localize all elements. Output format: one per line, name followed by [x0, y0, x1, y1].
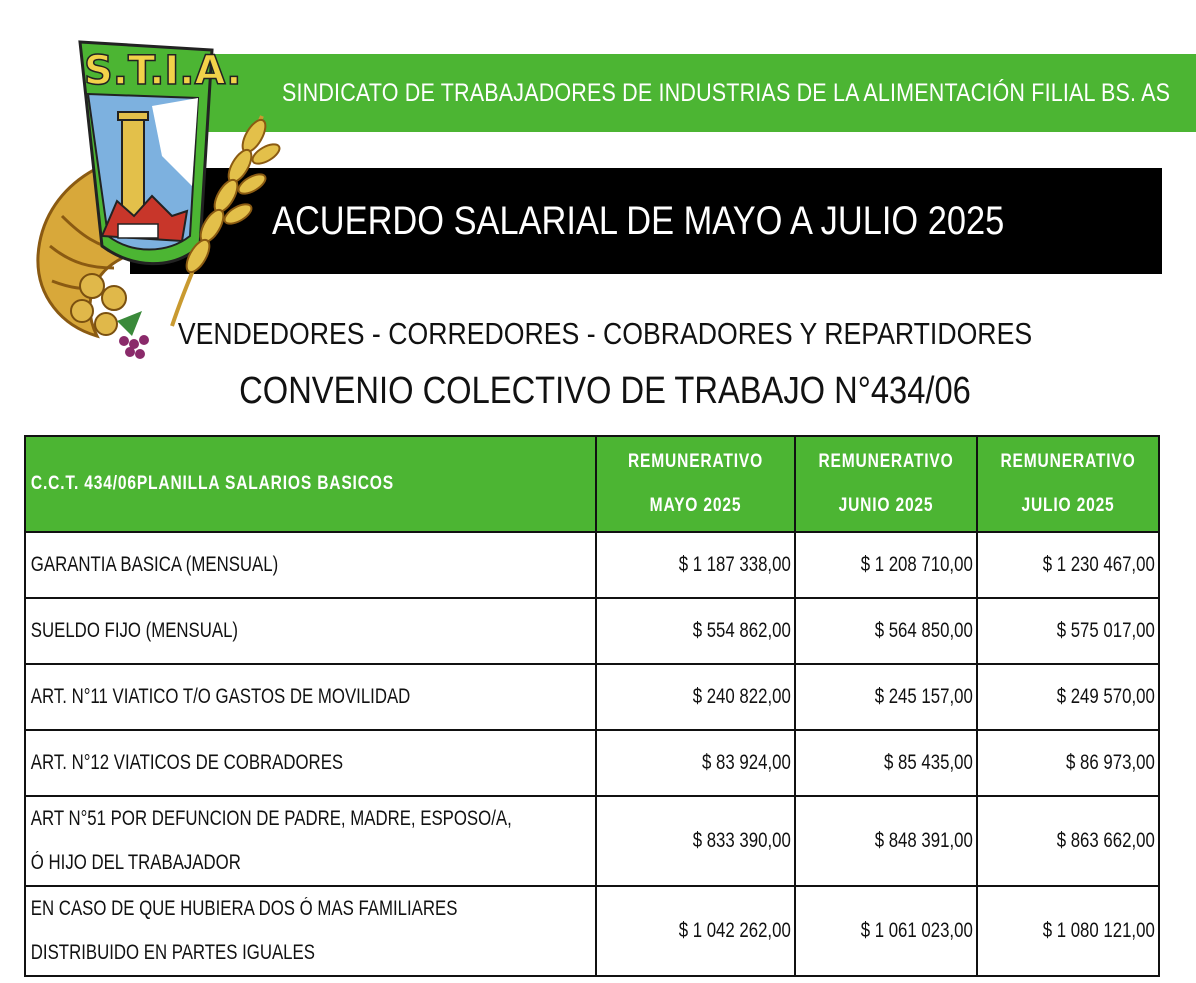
header-cell-mayo	[596, 436, 795, 532]
header-line2: MAYO 2025	[649, 495, 742, 516]
value-julio: $ 863 662,00	[1056, 829, 1155, 852]
value-julio: $ 249 570,00	[1056, 685, 1155, 708]
header-line2: JULIO 2025	[1021, 495, 1115, 516]
value-mayo: $ 1 187 338,00	[678, 553, 791, 576]
value-mayo: $ 1 042 262,00	[678, 919, 791, 942]
salary-table	[24, 435, 1160, 977]
value-cell	[795, 598, 977, 664]
value-cell	[977, 664, 1159, 730]
row-label-text: EN CASO DE QUE HUBIERA DOS Ó MAS FAMILIARES	[30, 897, 458, 920]
header-line1: REMUNERATIVO	[818, 451, 954, 472]
value-cell	[795, 886, 977, 976]
value-cell	[596, 796, 795, 886]
value-junio: $ 245 157,00	[874, 685, 973, 708]
table-row	[25, 886, 1159, 976]
value-mayo: $ 554 862,00	[692, 619, 791, 642]
convention-subtitle: CONVENIO COLECTIVO DE TRABAJO N°434/06	[239, 370, 971, 412]
header-cell-junio	[795, 436, 977, 532]
logo-text: S.T.I.A.	[84, 48, 242, 94]
row-label-text: ART N°51 POR DEFUNCION DE PADRE, MADRE, ESPOSO/A,	[30, 807, 512, 830]
value-julio: $ 575 017,00	[1056, 619, 1155, 642]
row-label	[25, 886, 596, 976]
value-cell	[795, 796, 977, 886]
value-junio: $ 564 850,00	[874, 619, 973, 642]
row-label-text: SUELDO FIJO (MENSUAL)	[30, 619, 239, 642]
table-row	[25, 664, 1159, 730]
value-cell	[795, 730, 977, 796]
value-mayo: $ 83 924,00	[702, 751, 791, 774]
table-row	[25, 532, 1159, 598]
value-junio: $ 1 061 023,00	[860, 919, 973, 942]
table-row	[25, 796, 1159, 886]
row-label-text: ART. N°11 VIATICO T/O GASTOS DE MOVILIDAD	[30, 685, 411, 708]
value-cell	[596, 886, 795, 976]
header-label-text: C.C.T. 434/06PLANILLA SALARIOS BASICOS	[30, 473, 394, 494]
row-label	[25, 664, 596, 730]
row-label-text: ART. N°12 VIATICOS DE COBRADORES	[30, 751, 344, 774]
row-label-text: GARANTIA BASICA (MENSUAL)	[30, 553, 279, 576]
table-header-row	[25, 436, 1159, 532]
value-mayo: $ 833 390,00	[692, 829, 791, 852]
value-junio: $ 85 435,00	[884, 751, 973, 774]
value-julio: $ 86 973,00	[1066, 751, 1155, 774]
union-name: SINDICATO DE TRABAJADORES DE INDUSTRIAS DE LA ALIMENTACIÓN FILIAL BS. AS	[282, 78, 1171, 107]
agreement-title: ACUERDO SALARIAL DE MAYO A JULIO 2025	[272, 198, 1005, 243]
value-junio: $ 1 208 710,00	[860, 553, 973, 576]
value-cell	[596, 664, 795, 730]
value-cell	[977, 532, 1159, 598]
value-mayo: $ 240 822,00	[692, 685, 791, 708]
header-cell-label	[25, 436, 596, 532]
row-label-text-2: Ó HIJO DEL TRABAJADOR	[30, 851, 241, 874]
row-label	[25, 598, 596, 664]
row-label	[25, 532, 596, 598]
value-cell	[795, 664, 977, 730]
header-line1: REMUNERATIVO	[1000, 451, 1136, 472]
row-label	[25, 796, 596, 886]
value-julio: $ 1 080 121,00	[1042, 919, 1155, 942]
value-cell	[596, 730, 795, 796]
value-junio: $ 848 391,00	[874, 829, 973, 852]
value-cell	[596, 598, 795, 664]
value-cell	[977, 886, 1159, 976]
value-cell	[977, 598, 1159, 664]
table-row	[25, 598, 1159, 664]
value-cell	[977, 796, 1159, 886]
row-label	[25, 730, 596, 796]
row-label-text-2: DISTRIBUIDO EN PARTES IGUALES	[30, 941, 315, 964]
header-line1: REMUNERATIVO	[627, 451, 764, 472]
header-line2: JUNIO 2025	[838, 495, 934, 516]
value-julio: $ 1 230 467,00	[1042, 553, 1155, 576]
value-cell	[596, 532, 795, 598]
header-cell-julio	[977, 436, 1159, 532]
categories-subtitle: VENDEDORES - CORREDORES - COBRADORES Y REPARTIDORES	[177, 316, 1033, 351]
value-cell	[977, 730, 1159, 796]
value-cell	[795, 532, 977, 598]
table-row	[25, 730, 1159, 796]
